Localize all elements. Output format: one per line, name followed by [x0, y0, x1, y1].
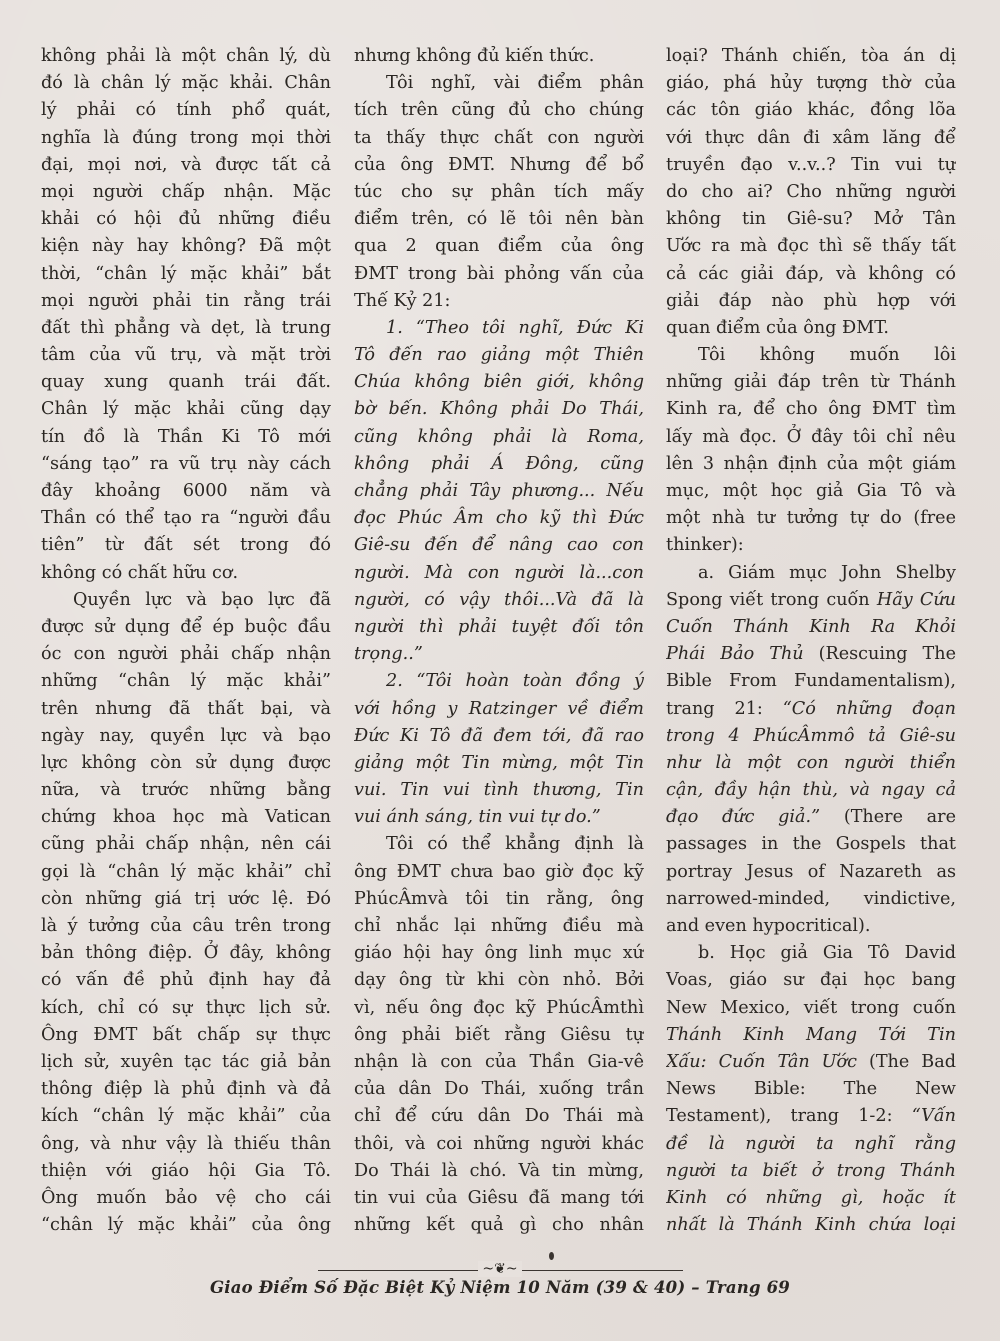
text-line: tiên” từ đất sét trong đó: [41, 535, 331, 556]
text-line: không tin Giê-su? Mở Tân: [666, 209, 956, 230]
text-line: túc cho sự phân tích mấy: [354, 181, 644, 202]
text-line: Chúa không biên giới, không: [354, 372, 644, 393]
text-line: tâm của vũ trụ, và mặt trời: [41, 345, 331, 366]
text-line: lý phải có tính phổ quát,: [41, 100, 331, 121]
text-line: and even hypocritical).: [666, 916, 871, 936]
text-line: thông điệp là phủ định và đả: [41, 1079, 331, 1100]
text-line: đất thì phẳng và dẹt, là trung: [41, 317, 331, 338]
text-segment: “Vấn: [911, 1106, 956, 1127]
text-line: thiện với giáo hội Gia Tô.: [41, 1160, 331, 1181]
text-segment: (The Bad: [856, 1051, 956, 1072]
text-line: Ông ĐMT bất chấp sự thực: [41, 1024, 331, 1045]
text-segment: Xấu: Cuốn Tân Ước: [666, 1051, 857, 1072]
text-segment: Testament), trang 1-2:: [666, 1106, 912, 1127]
text-line: Bible From Fundamentalism),: [666, 671, 956, 692]
text-line: chẳng phải Tây phương... Nếu: [354, 481, 644, 501]
text-column-2: [354, 43, 644, 1239]
text-line: gọi là “chân lý mặc khải” chỉ: [41, 861, 331, 882]
text-line: không phải là một chân lý, dù: [41, 46, 331, 66]
text-line: [666, 696, 956, 723]
text-line: như là một con người thiển: [666, 752, 956, 773]
text-line: vui. Tin vui tình thương, Tin: [354, 780, 644, 801]
text-segment: (Rescuing The: [803, 644, 956, 665]
text-line: Tôi không muốn lôi: [698, 345, 956, 366]
text-segment: (There are: [820, 807, 956, 828]
text-line: narrowed-minded, vindictive,: [666, 888, 956, 909]
text-line: ĐMT trong bài phỏng vấn của: [354, 263, 644, 284]
text-line: cũng không phải là Roma,: [354, 426, 644, 447]
text-line: nhận là con của Thần Gia-vê: [354, 1051, 644, 1072]
text-line: loại? Thánh chiến, tòa án dị: [666, 46, 956, 66]
text-line: chỉ để cứu dân Do Thái mà: [354, 1106, 644, 1127]
text-line: [666, 1103, 956, 1130]
text-line: tích trên cũng đủ cho chúng: [354, 100, 644, 121]
text-line: kiện này hay không? Đã một: [41, 236, 331, 257]
text-line: Thế Kỷ 21:: [354, 290, 451, 311]
text-line: nhất là Thánh Kinh chứa loại: [666, 1215, 956, 1236]
text-line: khải có hội đủ những điều: [41, 209, 331, 230]
text-line: 2. “Tôi hoàn toàn đồng ý: [386, 671, 644, 692]
text-segment: Spong viết trong cuốn: [666, 589, 877, 610]
text-line: Tôi nghĩ, vài điểm phân: [386, 73, 644, 94]
text-line: Thánh Kinh Mang Tới Tin: [666, 1024, 956, 1045]
text-column-3: [666, 43, 956, 1239]
text-line: Quyền lực và bạo lực đã: [73, 589, 331, 610]
text-line: mọi người chấp nhận. Mặc: [41, 181, 331, 202]
text-line: với thực dân đi xâm lăng để: [666, 127, 956, 148]
text-line: passages in the Gospels that: [666, 834, 956, 855]
text-line: cũng phải chấp nhận, nên cái: [41, 834, 331, 855]
text-line: nhưng không đủ kiến thức.: [354, 46, 595, 66]
text-line: trên nhưng đã thất bại, và: [41, 698, 331, 719]
text-line: đại, mọi nơi, và được tất cả: [41, 154, 331, 175]
text-line: những giải đáp trên từ Thánh: [666, 372, 956, 393]
text-line: ông phải biết rằng Giêsu tự: [354, 1024, 644, 1045]
text-line: của ông ĐMT. Nhưng để bổ: [354, 154, 644, 175]
text-line: Cuốn Thánh Kinh Ra Khỏi: [666, 616, 956, 637]
text-segment: Phái Bảo Thủ: [666, 644, 804, 665]
text-line: 1. “Theo tôi nghĩ, Đức Ki: [386, 317, 644, 338]
text-line: Do Thái là chó. Và tin mừng,: [354, 1160, 644, 1181]
text-line: Chân lý mặc khải cũng dạy: [41, 399, 331, 420]
text-line: những kết quả gì cho nhân: [354, 1215, 644, 1236]
text-segment: trang 21:: [666, 698, 783, 719]
text-line: chứng khoa học mà Vatican: [41, 807, 331, 828]
text-line: đọc Phúc Âm cho kỹ thì Đức: [354, 508, 644, 529]
text-line: nữa, và trước những bằng: [41, 780, 331, 801]
text-line: [666, 641, 956, 668]
text-line: quay xung quanh trái đất.: [41, 372, 331, 393]
text-line: lịch sử, xuyên tạc tác giả bản: [41, 1051, 331, 1072]
page-footer: Giao Điểm Số Đặc Biệt Kỷ Niệm 10 Năm (39 & 40) – Trang 69: [209, 1278, 790, 1297]
text-line: còn những giá trị ước lệ. Đó: [41, 888, 331, 909]
text-line: qua 2 quan điểm của ông: [354, 236, 644, 257]
text-line: người. Mà con người là...con: [354, 562, 644, 583]
text-line: thời, “chân lý mặc khải” bắt: [41, 263, 331, 284]
text-line: quan điểm của ông ĐMT.: [666, 317, 889, 338]
text-line: cận, đầy hận thù, và ngay cả: [666, 780, 956, 801]
text-line: mục, một học giả Gia Tô và: [666, 481, 956, 501]
text-line: truyền đạo v..v..? Tin vui tự: [666, 154, 956, 175]
text-line: tin vui của Giêsu đã mang tới: [354, 1187, 644, 1208]
text-line: đây khoảng 6000 năm và: [41, 481, 331, 501]
text-line: những “chân lý mặc khải”: [41, 671, 331, 692]
text-line: “sáng tạo” ra vũ trụ này cách: [41, 453, 331, 474]
text-line: ta thấy thực chất con người: [354, 127, 644, 148]
text-line: lực không còn sử dụng được: [41, 752, 331, 773]
text-column-1: [41, 43, 331, 1239]
text-line: cả các giải đáp, và không có: [666, 263, 956, 284]
text-line: đó là chân lý mặc khải. Chân: [41, 73, 331, 94]
text-line: là ý tưởng của câu trên trong: [41, 916, 331, 936]
text-line: Thần có thể tạo ra “người đầu: [41, 508, 331, 529]
text-line: Kinh ra, để cho ông ĐMT tìm: [666, 399, 956, 420]
text-line: Ước ra mà đọc thì sẽ thấy tất: [666, 236, 956, 257]
text-segment: “Có những đoạn: [782, 698, 956, 719]
text-line: Giê-su đến để nâng cao con: [354, 535, 644, 556]
text-line: tín đồ là Thần Ki Tô mới: [41, 426, 331, 447]
text-line: được sử dụng để ép buộc đầu: [41, 616, 331, 637]
text-line: [666, 1049, 956, 1076]
text-line: “chân lý mặc khải” của ông: [41, 1215, 331, 1236]
text-line: người, có vậy thôi...Và đã là: [354, 589, 644, 610]
text-line: các tôn giáo khác, đồng lõa: [666, 100, 956, 121]
text-line: Voas, giáo sư đại học bang: [666, 970, 956, 991]
text-line: bản thông điệp. Ở đây, không: [41, 943, 331, 964]
text-line: giáo, phá hủy tượng thờ của: [666, 73, 956, 94]
text-line: trọng..”: [354, 644, 423, 665]
text-line: thôi, và coi những người khác: [354, 1133, 644, 1154]
text-line: giảng một Tin mừng, một Tin: [354, 752, 644, 773]
text-line: [666, 587, 956, 614]
text-line: do cho ai? Cho những người: [666, 181, 956, 202]
text-line: lấy mà đọc. Ở đây tôi chỉ nêu: [666, 426, 956, 447]
text-line: đề là người ta nghĩ rằng: [666, 1133, 956, 1154]
text-line: dạy ông từ khi còn nhỏ. Bởi: [354, 970, 644, 991]
text-line: không có chất hữu cơ.: [41, 562, 239, 583]
text-line: [666, 804, 956, 831]
text-line: lên 3 nhận định của một giám: [666, 453, 956, 474]
text-line: vui ánh sáng, tin vui tự do.”: [354, 807, 601, 828]
text-line: có vấn đề phủ định hay đả: [41, 970, 331, 991]
text-line: Tôi có thể khẳng định là: [386, 834, 644, 855]
text-line: Ông muốn bảo vệ cho cái: [41, 1187, 331, 1208]
text-line: New Mexico, viết trong cuốn: [666, 997, 956, 1018]
text-line: portray Jesus of Nazareth as: [666, 861, 956, 882]
text-line: b. Học giả Gia Tô David: [698, 943, 956, 964]
text-line: giải đáp nào phù hợp với: [666, 290, 956, 311]
footer-ornament-icon: ~❦~: [478, 1261, 522, 1277]
text-segment: đạo đức giả.”: [666, 807, 821, 828]
text-line: giáo hội hay ông linh mục xứ: [354, 943, 644, 964]
text-line: kích “chân lý mặc khải” của: [41, 1106, 331, 1127]
text-line: bờ bến. Không phải Do Thái,: [354, 399, 644, 420]
text-line: của dân Do Thái, xuống trần: [354, 1079, 644, 1100]
text-line: Kinh có những gì, hoặc ít: [666, 1187, 956, 1208]
text-line: người thì phải tuyệt đối tôn: [354, 616, 644, 637]
text-line: mọi người phải tin rằng trái: [41, 290, 331, 311]
text-line: News Bible: The New: [666, 1079, 956, 1100]
text-line: chỉ nhắc lại những điều mà: [354, 916, 644, 936]
text-line: người ta biết ở trong Thánh: [666, 1160, 956, 1181]
text-line: PhúcÂmvà tôi tin rằng, ông: [354, 888, 644, 909]
text-line: điểm trên, có lẽ tôi nên bàn: [354, 209, 644, 230]
text-line: ngày nay, quyền lực và bạo: [41, 725, 331, 746]
text-line: với hồng y Ratzinger về điểm: [354, 698, 644, 719]
text-line: vì, nếu ông đọc kỹ PhúcÂmthì: [354, 997, 644, 1018]
text-line: trong 4 PhúcÂmmô tả Giê-su: [666, 725, 956, 746]
text-line: Đức Ki Tô đã đem tới, đã rao: [354, 725, 644, 746]
text-segment: Hãy Cứu: [876, 589, 956, 610]
text-line: ông ĐMT chưa bao giờ đọc kỹ: [354, 861, 644, 882]
text-line: Tô đến rao giảng một Thiên: [354, 345, 644, 366]
text-line: ông, và như vậy là thiếu thân: [41, 1133, 331, 1154]
text-line: nghĩa là đúng trong mọi thời: [41, 127, 331, 148]
text-line: một nhà tư tưởng tự do (free: [666, 508, 956, 529]
text-line: thinker):: [666, 535, 744, 556]
text-line: không phải Á Đông, cũng: [354, 453, 644, 474]
ink-speck: [549, 1252, 554, 1260]
text-line: óc con người phải chấp nhận: [41, 644, 331, 665]
text-line: kích, chỉ có sự thực lịch sử.: [41, 997, 331, 1018]
text-line: a. Giám mục John Shelby: [698, 562, 956, 583]
